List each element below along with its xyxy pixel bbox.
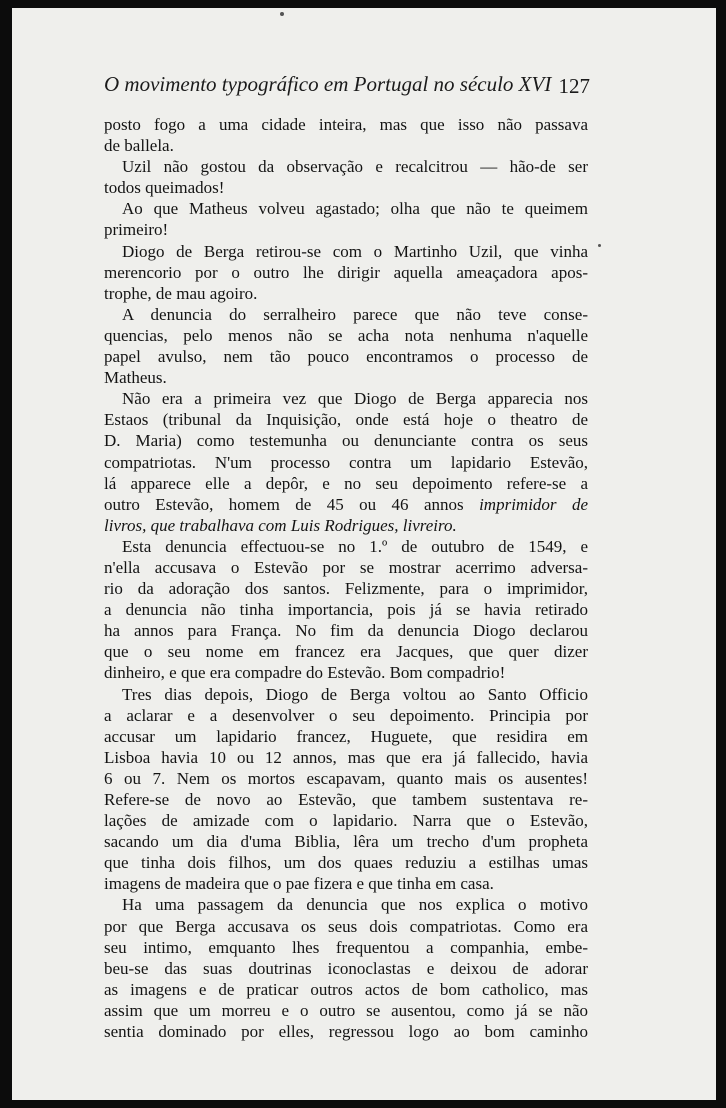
text-line: outro Estevão, homem de 45 ou 46 annos imprimidor de xyxy=(104,494,589,514)
text-line: Diogo de Berga retirou-se com o Martinho Uzil, que vinha xyxy=(122,241,588,261)
body-text xyxy=(104,114,588,1042)
text-line: Esta denuncia effectuou-se no 1.º de outubro de 1549, e xyxy=(122,536,588,556)
text-line: ha annos para França. No fim da denuncia Diogo declarou xyxy=(104,621,588,641)
text-line: papel avulso, nem tão pouco encontramos o processo de xyxy=(104,347,588,367)
text-line: Tres dias depois, Diogo de Berga voltou ao Santo Officio xyxy=(122,684,588,704)
text-line: as imagens e de praticar outros actos de bom catholico, mas xyxy=(104,979,588,999)
print-speck xyxy=(280,12,284,16)
text-line: trophe, de mau agoiro. xyxy=(104,283,258,303)
text-line: Ao que Matheus volveu agastado; olha que não te queimem xyxy=(122,199,588,219)
text-line: lá apparece elle a depôr, e no seu depoimento refere-se a xyxy=(104,473,588,493)
page-number: 127 xyxy=(558,74,590,98)
text-line: dinheiro, e que era compadre do Estevão. Bom compadrio! xyxy=(104,663,506,683)
text-line: sentia dominado por elles, regressou logo ao bom caminho xyxy=(104,1022,588,1042)
text-line: primeiro! xyxy=(104,220,169,240)
text-line: seu intimo, emquanto lhes frequentou a companhia, embe- xyxy=(104,937,588,957)
text-line: Uzil não gostou da observação e recalcitrou — hão-de ser xyxy=(122,157,588,177)
text-line: assim que um morreu e o outro se ausentou, como já se não xyxy=(104,1000,588,1020)
text-line: imagens de madeira que o pae fizera e que tinha em casa. xyxy=(104,874,494,894)
book-page xyxy=(12,8,716,1100)
text-line: rio da adoração dos santos. Felizmente, para o imprimidor, xyxy=(104,579,588,599)
text-line: posto fogo a uma cidade inteira, mas que isso não passava xyxy=(104,115,588,134)
running-header: O movimento typográfico em Portugal no século XVI xyxy=(104,72,552,96)
text-line: Matheus. xyxy=(104,368,167,388)
print-speck xyxy=(598,244,601,247)
text-line: beu-se das suas doutrinas iconoclastas e deixou de adorar xyxy=(104,958,588,978)
text-line: livros, que trabalhava com Luis Rodrigues, livreiro. xyxy=(104,515,457,535)
text-line: quencias, pelo menos não se acha nota nenhuma n'aquelle xyxy=(104,325,588,345)
text-line: a aclarar e a desenvolver o seu depoimento. Principia por xyxy=(104,705,588,725)
text-line: Não era a primeira vez que Diogo de Berga apparecia nos xyxy=(122,389,588,409)
text-line: sacando um dia d'uma Biblia, lêra um trecho d'um propheta xyxy=(104,832,588,852)
text-line: que tinha dois filhos, um dos quaes reduziu a estilhas umas xyxy=(104,853,588,873)
text-line: 6 ou 7. Nem os mortos escapavam, quanto mais os ausentes! xyxy=(104,768,588,788)
text-line: D. Maria) como testemunha ou denunciante contra os seus xyxy=(104,431,588,451)
text-line: compatriotas. N'um processo contra um lapidario Estevão, xyxy=(104,452,588,472)
text-line: A denuncia do serralheiro parece que não teve conse- xyxy=(122,304,588,324)
text-line: Refere-se de novo ao Estevão, que tambem sustentava re- xyxy=(104,790,588,809)
text-line: n'ella accusava o Estevão por se mostrar acerrimo adversa- xyxy=(104,557,588,577)
text-line: Lisboa havia 10 ou 12 annos, mas que era já fallecido, havia xyxy=(104,747,588,767)
text-line: de ballela. xyxy=(104,136,174,156)
text-line: merencorio por o outro lhe dirigir aquella ameaçadora apos- xyxy=(104,262,588,282)
text-line: Ha uma passagem da denuncia que nos explica o motivo xyxy=(122,895,588,915)
text-line: que o seu nome em francez era Jacques, que quer dizer xyxy=(104,642,588,662)
text-line: accusar um lapidario francez, Huguete, que residira em xyxy=(104,726,588,746)
text-line: todos queimados! xyxy=(104,178,225,198)
text-line: por que Berga accusava os seus dois compatriotas. Como era xyxy=(104,916,588,936)
text-line: a denuncia não tinha importancia, pois já se havia retirado xyxy=(104,600,588,620)
text-line: Estaos (tribunal da Inquisição, onde está hoje o theatro de xyxy=(104,410,588,430)
text-line: lações de amizade com o lapidario. Narra que o Estevão, xyxy=(104,811,588,831)
